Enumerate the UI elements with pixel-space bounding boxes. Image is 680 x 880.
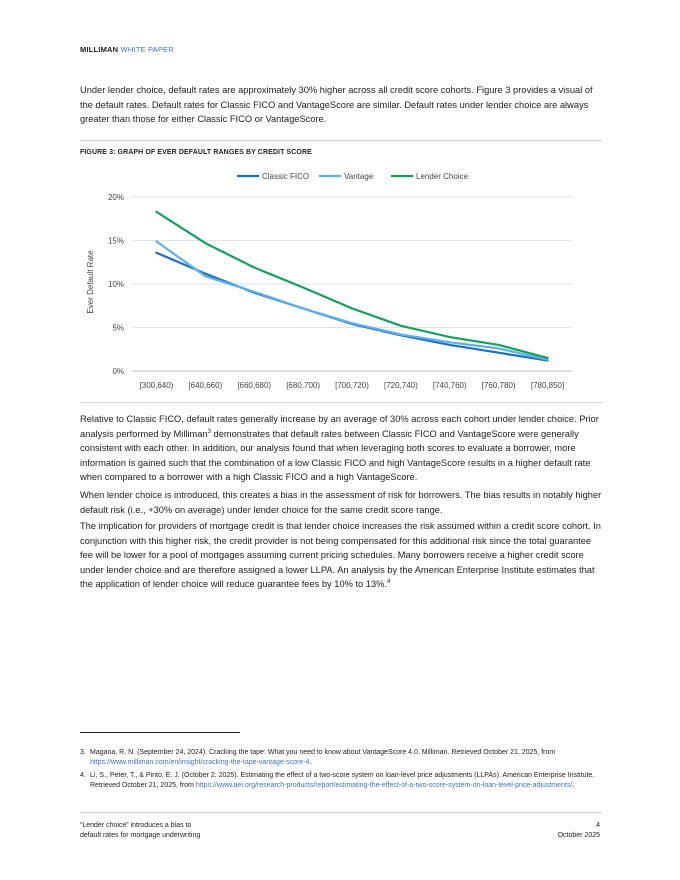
- footnote-number: 3.: [80, 749, 86, 756]
- footnote-tail: .: [309, 758, 312, 766]
- y-axis-label: Ever Default Rate: [86, 250, 95, 314]
- page-number: 4: [596, 822, 600, 829]
- analysis-text-end: demonstrates that default rates between Classic FICO and VantageScore were generally consistent with each other. In addition, our analysis found that when leveraging both scores to evaluate a borrower, more information is gained such that the combination of a low Classic FICO and high VantageScore results in a higher default rate when compared to a borrower with a high Classic FICO and a high VantageScore.: [80, 428, 591, 483]
- footnote-tail: .: [572, 781, 575, 789]
- x-tick-label: [660,680): [237, 381, 272, 390]
- x-tick-label: [760,780): [481, 381, 516, 390]
- legend-label: Vantage: [344, 172, 374, 181]
- x-axis-ticks: [140, 381, 565, 390]
- bias-paragraph: When lender choice is introduced, this creates a bias in the assessment of risk for borrowers. The bias results in notably higher default risk (i.e., +30% on average) under lender choice for the same credit score range.: [80, 490, 602, 515]
- footer-title-line-1: “Lender choice” introduces a bias to: [80, 822, 192, 829]
- x-tick-label: [740,760): [432, 381, 467, 390]
- series-line-vantage: [156, 241, 547, 359]
- footer-meta: [558, 821, 600, 840]
- implication-text: The implication for providers of mortgage credit is that lender choice increases the risk assumed within a credit score cohort. In conjunction with this higher risk, the credit provider is not being compensated for this additional risk since the total guarantee fee will be lower for a pool of mortgages assuming current pricing schedules. Many borrowers receive a higher credit score under lender choice and are therefore assigned a lower LLPA. An analysis by the American Enterprise Institute estimates that the application of lender choice will reduce guarantee fees by 10% to 13%.: [80, 521, 601, 590]
- y-tick-label: 20%: [107, 193, 124, 202]
- x-tick-label: [640,660): [188, 381, 223, 390]
- footnote-3: [80, 748, 600, 767]
- footnote-text: Li, S., Peter, T., & Pinto, E. J. (October 2, 2025). Estimating the effect of a two-score system on loan-level price adjustments (LLPAs). American Enterprise Institute. Retrieved October 21, 2025, from: [90, 772, 595, 789]
- y-tick-label: 0%: [112, 367, 124, 376]
- footnote-4: [80, 771, 600, 790]
- footer-title: [80, 821, 300, 840]
- footnote-text: Magana, R. N. (September 24, 2024). Cracking the tape: What you need to know about VantageScore 4.0. Milliman. Retrieved October 21, 2025, from: [90, 749, 556, 756]
- chart-series: [156, 212, 547, 361]
- series-line-lender-choice: [156, 212, 547, 358]
- chart-gridlines: [132, 197, 572, 371]
- y-axis-ticks: [108, 193, 124, 376]
- default-rate-line-chart: [80, 166, 602, 398]
- analysis-paragraph: [80, 412, 602, 485]
- chart-legend: [237, 172, 469, 181]
- analysis-text-start: Relative to Classic FICO, default rates generally increase by an average of 30% across each cohort under lender choice. Prior analysis performed by Milliman: [80, 414, 599, 439]
- y-tick-label: 15%: [107, 236, 124, 246]
- footer-rule: [80, 812, 602, 813]
- header-subtitle: WHITE PAPER: [120, 45, 174, 54]
- footnote-ref-4[interactable]: 4: [387, 579, 391, 586]
- footnote-link[interactable]: https://www.milliman.com/en/insight/cracking-the-tape-vantage-score-4: [90, 758, 310, 766]
- footnote-separator: [80, 732, 240, 733]
- x-tick-label: [300,640): [139, 381, 174, 390]
- publication-date: October 2025: [557, 831, 600, 839]
- footnote-ref-3[interactable]: 3: [207, 428, 211, 435]
- x-tick-label: [680,700): [286, 381, 321, 390]
- y-tick-label: 10%: [107, 280, 124, 289]
- footnote-number: 4.: [80, 772, 86, 779]
- x-tick-label: [720,740): [383, 381, 418, 390]
- footnote-link[interactable]: https://www.aei.org/research-products/report/estimating-the-effect-of-a-two-score-system-on-loan-level-price-adjustments/: [195, 781, 573, 789]
- x-tick-label: [780,850]: [530, 381, 565, 390]
- legend-label: Classic FICO: [262, 172, 310, 181]
- implication-paragraph: [80, 519, 602, 592]
- x-tick-label: [700,720): [335, 381, 369, 390]
- figure-top-rule: [80, 140, 602, 141]
- brand-name: MILLIMAN: [80, 45, 119, 54]
- page-header: [80, 45, 174, 54]
- legend-label: Lender Choice: [416, 172, 469, 181]
- figure-bottom-rule: [80, 402, 602, 403]
- intro-paragraph: Under lender choice, default rates are approximately 30% higher across all credit score cohorts. Figure 3 provides a visual of the default rates. Default rates for Classic FICO and VantageScore are similar. Default rates under lender choice are always greater than those for either Classic FICO or VantageScore.: [80, 85, 593, 125]
- y-tick-label: 5%: [112, 323, 124, 333]
- figure-title: FIGURE 3: GRAPH OF EVER DEFAULT RANGES BY CREDIT SCORE: [80, 149, 312, 156]
- footer-title-line-2: default rates for mortgage underwriting: [80, 831, 201, 839]
